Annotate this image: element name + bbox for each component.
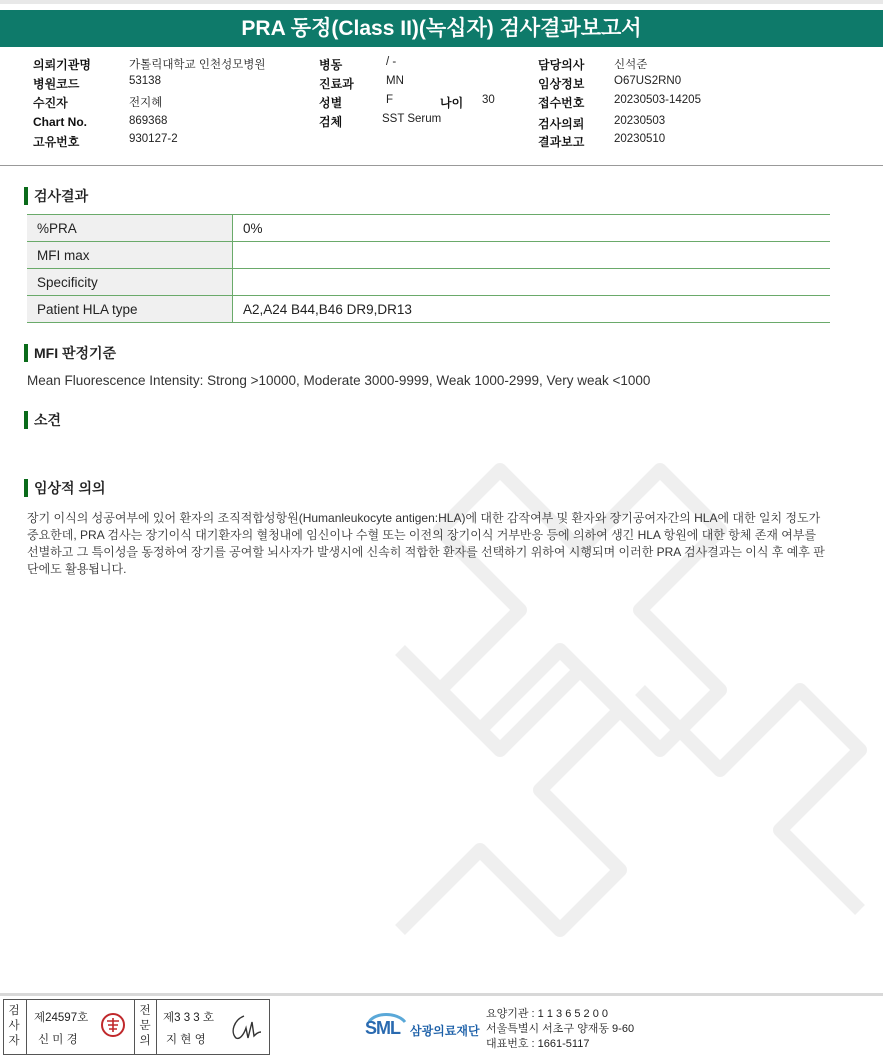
clinical-significance-text: 장기 이식의 성공여부에 있어 환자의 조직적합성항원(Humanleukocyte antigen:HLA)에 대한 감작여부 및 환자와 장기공여자간의 HLA에 대한 일치 정도가 중요한데, PRA 검사는 장기이식 대기환자의 혈청내에 임신이나 수혈 또는 이전의 장기이식 거부반응 등에 의하여 생긴 HLA 항원에 대한 항체 존재 여부를 선별하고 그 특이성을 동정하여 장기를 공여할 뇌사자가 발생시에 신속히 적합한 환자를 선택하기 위하여 시행되며 이러한 PRA 검사결과는 이식 후 예후 판단에도 활용됩니다. <box>27 511 825 576</box>
result-value: A2,A24 B44,B46 DR9,DR13 <box>233 296 831 323</box>
value-specimen: SST Serum <box>382 113 442 125</box>
label-unique-no: 고유번호 <box>33 135 80 149</box>
org-address-line: 서울특별시 서초구 양재동 9-60 <box>486 1023 635 1035</box>
sml-logo <box>365 1010 480 1055</box>
label-sex: 성별 <box>319 96 343 110</box>
value-hospital-code: 53138 <box>129 75 161 87</box>
footer-divider <box>0 993 883 996</box>
header-divider <box>0 165 883 166</box>
sml-logo-text: SML <box>365 1018 400 1038</box>
table-row <box>27 296 830 323</box>
table-row <box>27 215 830 242</box>
section-mfi-title: MFI 판정기준 <box>24 344 116 362</box>
section-results-title: 검사결과 <box>24 187 88 205</box>
value-unique-no: 930127-2 <box>129 133 178 145</box>
value-report-date: 20230510 <box>614 133 666 145</box>
specialist-license-no: 제3 3 3 호 <box>163 1012 214 1024</box>
result-key: Patient HLA type <box>27 296 233 323</box>
specialist-label: 전문의 <box>139 1005 151 1047</box>
section-clinical-title: 임상적 의의 <box>24 479 106 497</box>
result-value <box>233 242 831 269</box>
value-receipt-no: 20230503-14205 <box>614 94 701 106</box>
signature-box <box>3 999 270 1055</box>
mfi-criteria-text: Mean Fluorescence Intensity: Strong >10000, Moderate 3000-9999, Weak 1000-2999, Very weak <1000 <box>27 373 651 388</box>
label-specimen: 검체 <box>319 115 343 129</box>
section-opinion-title: 소견 <box>24 411 61 429</box>
examiner-license-no: 제24597호 <box>34 1012 89 1024</box>
label-receipt-no: 접수번호 <box>538 96 585 110</box>
table-row <box>27 269 830 296</box>
value-department: MN <box>386 75 404 87</box>
label-patient: 수진자 <box>33 96 68 110</box>
value-doctor: 신석준 <box>614 59 648 71</box>
top-border <box>0 0 883 4</box>
label-hospital-code: 병원코드 <box>33 77 80 91</box>
result-key: %PRA <box>27 215 233 242</box>
label-hospital: 의뢰기관명 <box>33 58 91 72</box>
label-clinical-info: 임상정보 <box>538 77 585 91</box>
result-key: Specificity <box>27 269 233 296</box>
result-value <box>233 269 831 296</box>
table-row <box>27 242 830 269</box>
specialist-name: 지 현 영 <box>166 1034 206 1046</box>
value-clinical-info: O67US2RN0 <box>614 75 682 87</box>
signature-icon <box>226 1010 264 1044</box>
patient-info-header <box>0 56 883 164</box>
label-age: 나이 <box>440 96 464 110</box>
org-phone: 대표번호 : 1661-5117 <box>486 1038 590 1050</box>
value-chart-no: 869368 <box>129 115 168 127</box>
label-request-date: 검사의뢰 <box>538 117 585 131</box>
examiner-label: 검사자 <box>8 1005 20 1047</box>
label-chart-no: Chart No. <box>33 115 87 129</box>
org-address <box>486 1007 634 1052</box>
label-ward: 병동 <box>319 58 343 72</box>
results-table <box>27 214 830 323</box>
label-doctor: 담당의사 <box>538 58 585 72</box>
value-age: 30 <box>482 94 495 106</box>
value-request-date: 20230503 <box>614 115 666 127</box>
value-patient: 전지혜 <box>129 97 163 109</box>
result-key: MFI max <box>27 242 233 269</box>
value-ward: / - <box>386 56 397 68</box>
label-department: 진료과 <box>319 77 354 91</box>
org-name: 삼광의료재단 <box>410 1024 480 1038</box>
value-sex: F <box>386 94 394 106</box>
seal-stamp-icon <box>100 1012 126 1038</box>
org-institution-code: 요양기관 : 1 1 3 6 5 2 0 0 <box>486 1008 609 1020</box>
examiner-name: 신 미 경 <box>38 1034 78 1046</box>
label-report-date: 결과보고 <box>538 135 585 149</box>
report-title: PRA 동정(Class II)(녹십자) 검사결과보고서 <box>0 10 883 47</box>
result-value: 0% <box>233 215 831 242</box>
value-hospital: 가톨릭대학교 인천성모병원 <box>129 59 266 71</box>
